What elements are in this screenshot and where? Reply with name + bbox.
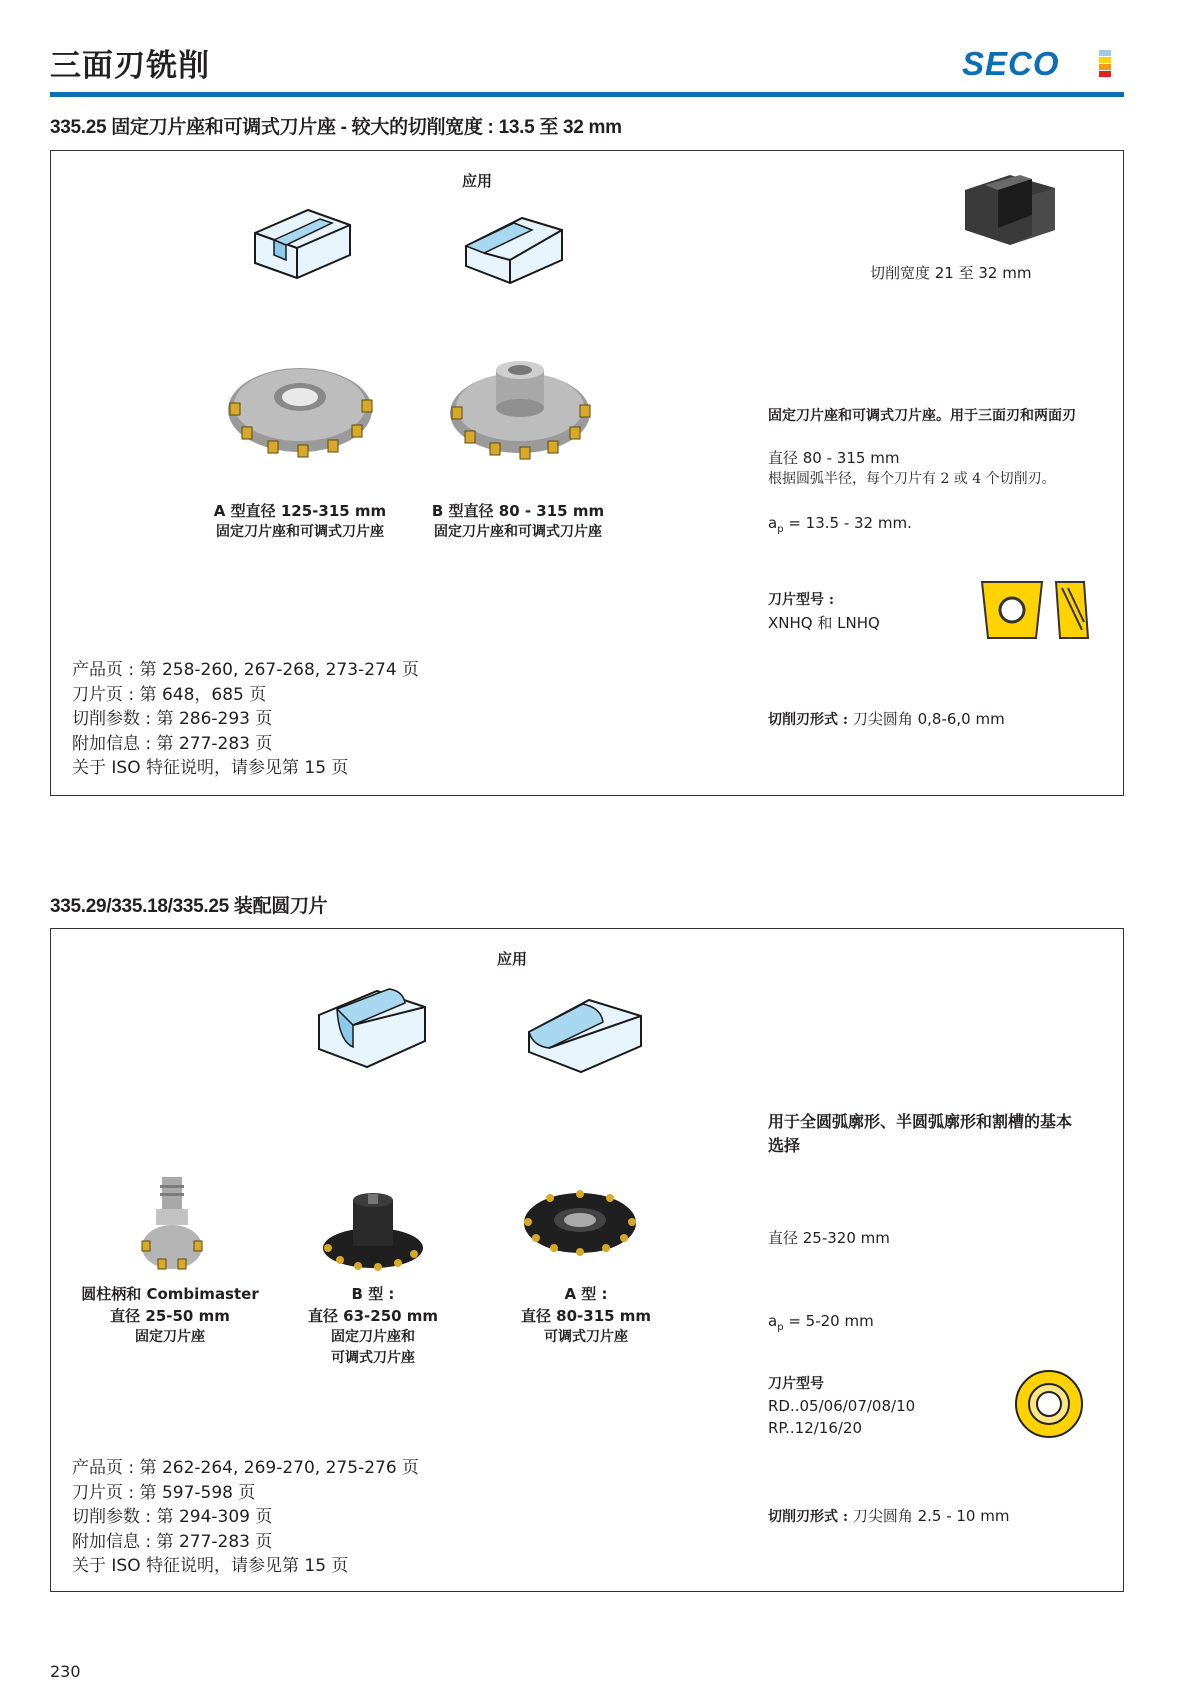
- section2-ref-line: 刀片页 : 第 597-598 页: [72, 1482, 256, 1503]
- section1-edge-form-label: 切削刃形式 :: [768, 712, 849, 728]
- section2-diameter: 直径 25-320 mm: [768, 1229, 890, 1247]
- section1-ref-line: 刀片页 : 第 648，685 页: [72, 684, 267, 705]
- section2-insert-line2: RP..12/16/20: [768, 1419, 863, 1437]
- section2-type-a-line1: A 型 :: [564, 1285, 608, 1303]
- section1-diameter: 直径 80 - 315 mm: [768, 449, 900, 467]
- section2-references: [72, 1456, 419, 1579]
- section1-edges-note: 根据圆弧半径，每个刀片有 2 或 4 个切削刃。: [768, 471, 1056, 487]
- section1-ap-sub: p: [777, 524, 784, 535]
- section2-ap-value: = 5-20 mm: [783, 1312, 874, 1330]
- section1-insert-types: XNHQ 和 LNHQ: [768, 614, 880, 632]
- section2-ref-line: 关于 ISO 特征说明，请参见第 15 页: [72, 1556, 349, 1576]
- section1-application-label: 应用: [462, 172, 493, 190]
- section1-description: 固定刀片座和可调式刀片座。用于三面刃和两面刃: [768, 408, 1076, 424]
- section2-type-a-line3: 可调式刀片座: [544, 1329, 628, 1345]
- seco-logo-text: SECO: [962, 46, 1060, 80]
- section2-insert-line1: RD..05/06/07/08/10: [768, 1397, 916, 1415]
- section2-shank-line1: 圆柱柄和 Combimaster: [81, 1285, 259, 1303]
- section2-heading: 335.29/335.18/335.25 装配圆刀片: [50, 896, 328, 917]
- page-title: 三面刃铣削: [50, 48, 210, 84]
- section2-shank-line2: 直径 25-50 mm: [110, 1307, 230, 1325]
- seco-logo: [962, 46, 1114, 80]
- round-insert-icon: [1013, 1368, 1085, 1440]
- type-b-round-cutter-image: [318, 1190, 428, 1272]
- section2-description-line2: 选择: [768, 1136, 801, 1155]
- section2-type-b-line3: 固定刀片座和: [331, 1329, 415, 1345]
- page-number: 230: [50, 1662, 81, 1681]
- cutter-type-a-image: [220, 355, 380, 465]
- section1-insert-label: 刀片型号 :: [768, 592, 835, 608]
- section2-ref-line: 切削参数 : 第 294-309 页: [72, 1507, 273, 1527]
- round-step-workpiece-icon: [525, 988, 645, 1076]
- section2-description-line1: 用于全圆弧廓形、半圆弧廓形和割槽的基本: [768, 1112, 1073, 1131]
- section1-heading: 335.25 固定刀片座和可调式刀片座 - 较大的切削宽度 : 13.5 至 32 mm: [50, 117, 622, 138]
- cutter-type-b-image: [440, 355, 600, 465]
- round-slot-workpiece-icon: [315, 985, 430, 1075]
- section2-ap-prefix: a: [768, 1312, 778, 1330]
- section1-ap-value: = 13.5 - 32 mm.: [783, 514, 912, 532]
- slot-workpiece-icon: [250, 205, 355, 285]
- section2-insert-label: 刀片型号: [768, 1376, 824, 1392]
- section1-references: [72, 658, 419, 781]
- section1-ref-line: 附加信息 : 第 277-283 页: [72, 733, 273, 754]
- section2-type-a-line2: 直径 80-315 mm: [520, 1307, 652, 1325]
- section1-cut-width: 切削宽度 21 至 32 mm: [870, 264, 1032, 282]
- section2-edge-form-value: 刀尖圆角 2.5 - 10 mm: [848, 1507, 1010, 1525]
- section1-ref-line: 切削参数 : 第 286-293 页: [72, 709, 273, 729]
- dark-slot-block-icon: [960, 170, 1060, 250]
- section1-tool-a-line1: A 型直径 125-315 mm: [213, 502, 387, 520]
- section2-ref-line: 附加信息 : 第 277-283 页: [72, 1531, 273, 1552]
- shank-cutter-image: [132, 1175, 212, 1275]
- section2-ap: [768, 1310, 874, 1339]
- section2-ap-sub: p: [777, 1322, 784, 1333]
- section2-type-b-line2: 直径 63-250 mm: [307, 1307, 439, 1325]
- section1-ap: [768, 512, 912, 541]
- section1-edge-form: [768, 708, 1005, 731]
- section1-ref-line: 关于 ISO 特征说明，请参见第 15 页: [72, 758, 349, 778]
- section1-ap-prefix: a: [768, 514, 778, 532]
- section2-ref-line: 产品页 : 第 262-264, 269-270, 275-276 页: [72, 1458, 420, 1478]
- section2-application-label: 应用: [497, 950, 528, 968]
- section1-ref-line: 产品页 : 第 258-260, 267-268, 273-274 页: [72, 660, 420, 680]
- section2-type-b-line1: B 型 :: [351, 1285, 395, 1303]
- step-workpiece-icon: [462, 208, 567, 288]
- section1-tool-b-line1: B 型直径 80 - 315 mm: [431, 502, 605, 520]
- section2-edge-form: [768, 1505, 1009, 1528]
- insert-xnhq-lnhq-icon: [980, 580, 1090, 640]
- header-rule: [50, 92, 1124, 97]
- section2-edge-form-label: 切削刃形式 :: [768, 1509, 849, 1525]
- section1-tool-b-line2: 固定刀片座和可调式刀片座: [434, 524, 602, 540]
- section2-shank-line3: 固定刀片座: [135, 1329, 205, 1345]
- section1-edge-form-value: 刀尖圆角 0,8-6,0 mm: [848, 710, 1005, 728]
- section2-type-b-line4: 可调式刀片座: [331, 1350, 415, 1366]
- type-a-round-cutter-image: [520, 1188, 640, 1258]
- section1-tool-a-line2: 固定刀片座和可调式刀片座: [216, 524, 384, 540]
